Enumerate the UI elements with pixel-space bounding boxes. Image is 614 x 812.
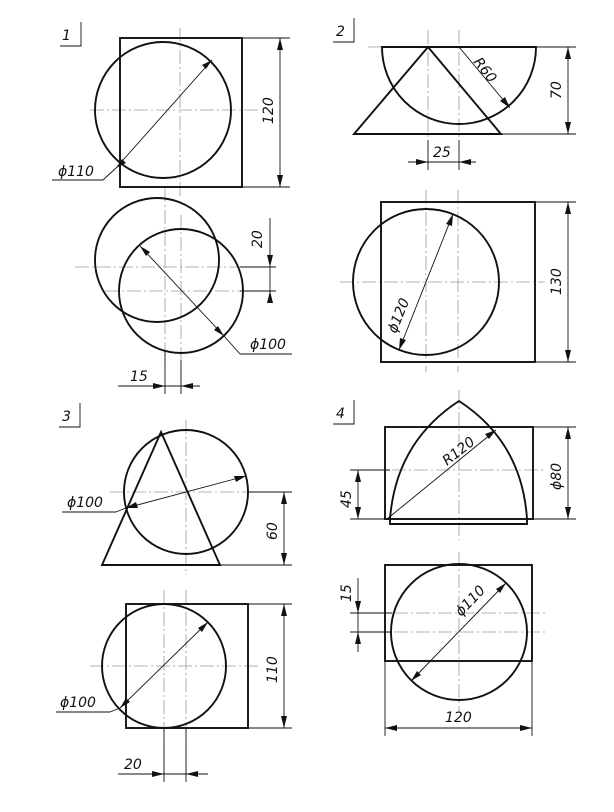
dim-70: 70	[549, 81, 565, 99]
dim-20: 20	[124, 757, 142, 773]
square-outline	[120, 38, 242, 187]
view-3a	[62, 420, 292, 575]
arrowhead	[277, 175, 283, 187]
view-2a	[354, 30, 576, 170]
dim-15: 15	[339, 584, 355, 602]
arrowhead	[355, 507, 361, 519]
group-1	[52, 22, 292, 394]
group-2-number: 2	[336, 24, 345, 40]
arrowhead	[153, 383, 165, 389]
arrowhead	[565, 427, 571, 439]
dim-110: 110	[265, 656, 281, 683]
arrowhead	[520, 725, 532, 731]
arrowhead	[355, 632, 361, 644]
dim-25: 25	[433, 145, 451, 161]
ogive-outline	[390, 401, 527, 524]
arrowhead	[500, 97, 510, 108]
arrowhead	[565, 507, 571, 519]
radius-leader	[387, 430, 496, 519]
dim-R120: R120	[439, 434, 479, 470]
arrowhead	[459, 159, 471, 165]
dim-phi100: ϕ100	[250, 337, 286, 353]
dim-phi120: ϕ120	[384, 296, 414, 336]
arrowhead	[416, 159, 428, 165]
group-4	[333, 390, 576, 736]
view-4b	[339, 552, 545, 736]
arrowhead	[186, 771, 198, 777]
arrowhead	[565, 47, 571, 59]
group-2	[333, 18, 576, 372]
arrowhead	[385, 725, 397, 731]
arrowhead	[565, 202, 571, 214]
group-3-number: 3	[62, 409, 71, 425]
arrowhead	[152, 771, 164, 777]
view-4a	[339, 390, 576, 540]
arrowhead	[202, 60, 212, 69]
group-4-number-tag	[333, 400, 354, 424]
group-4-number: 4	[336, 406, 345, 422]
view-3b	[56, 590, 292, 782]
dim-15: 15	[130, 369, 148, 385]
arrowhead	[281, 604, 287, 616]
leader-extension	[103, 168, 116, 180]
view-1a	[52, 28, 290, 196]
arrowhead	[181, 383, 193, 389]
dim-R60: R60	[469, 54, 500, 87]
circle-outline	[95, 198, 219, 322]
leader-extension	[116, 508, 126, 512]
arrowhead	[355, 601, 361, 613]
dim-120: 120	[445, 710, 472, 726]
arrowhead	[277, 38, 283, 50]
group-2-number-tag	[333, 18, 354, 42]
dim-phi100: ϕ100	[67, 495, 103, 511]
view-1b	[75, 188, 292, 394]
group-3	[56, 403, 292, 782]
leader-extension	[110, 708, 120, 712]
arrowhead	[446, 214, 453, 226]
dim-120: 120	[261, 97, 277, 124]
dim-45: 45	[339, 490, 355, 508]
dim-phi80: ϕ80	[549, 462, 565, 490]
arrowhead	[281, 716, 287, 728]
group-1-number: 1	[62, 28, 71, 44]
arrowhead	[565, 350, 571, 362]
dim-20: 20	[250, 230, 266, 248]
group-3-number-tag	[59, 403, 80, 427]
dim-130: 130	[549, 268, 565, 295]
dim-phi110: ϕ110	[452, 582, 489, 620]
view-2b	[340, 190, 576, 372]
arrowhead	[399, 338, 406, 350]
arrowhead	[355, 470, 361, 482]
arrowhead	[234, 476, 246, 482]
dim-60: 60	[265, 522, 281, 540]
arrowhead	[281, 492, 287, 504]
group-1-number-tag	[60, 22, 81, 46]
dim-phi110: ϕ110	[58, 164, 94, 180]
arrowhead	[565, 122, 571, 134]
leader-extension	[224, 336, 240, 354]
diameter-leader	[116, 60, 212, 168]
arrowhead	[267, 255, 273, 267]
dim-phi100: ϕ100	[60, 695, 96, 711]
arrowhead	[281, 553, 287, 565]
arrowhead	[267, 291, 273, 303]
